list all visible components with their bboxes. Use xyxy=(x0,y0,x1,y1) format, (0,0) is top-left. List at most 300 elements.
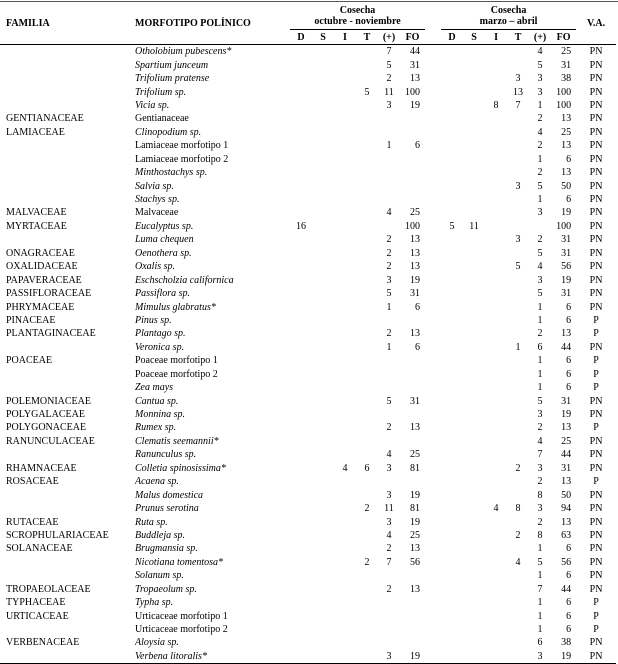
cosecha2-value-cell xyxy=(463,609,485,622)
cosecha1-value-cell xyxy=(334,529,356,542)
cosecha2-value-cell: 5 xyxy=(537,288,543,300)
cosecha2-value-cell xyxy=(441,394,463,407)
cosecha2-value-cell xyxy=(485,623,507,636)
table-row xyxy=(0,609,616,622)
table-row xyxy=(0,220,616,233)
cosecha2-value-cell xyxy=(463,596,485,609)
cosecha1-value-cell xyxy=(312,650,334,664)
cosecha1-value-cell xyxy=(312,421,334,434)
va-cell: PN xyxy=(589,637,603,649)
table-row xyxy=(0,435,616,448)
cosecha2-value-cell xyxy=(441,529,463,542)
cosecha2-value-cell: 1 xyxy=(537,314,543,326)
cosecha2-value-cell xyxy=(485,636,507,649)
spacer-cell xyxy=(425,408,441,421)
cosecha2-value-cell: 19 xyxy=(561,409,572,421)
cosecha1-value-cell: 19 xyxy=(410,489,421,501)
cosecha1-value-cell xyxy=(378,193,400,206)
spacer-cell xyxy=(425,623,441,636)
cosecha2-value-cell xyxy=(485,435,507,448)
cosecha1-value-cell xyxy=(290,636,312,649)
cosecha1-value-cell: 2 xyxy=(386,328,392,340)
morfotipo-cell: Urticaceae morfotipo 1 xyxy=(135,610,228,622)
cosecha1-value-cell: 2 xyxy=(386,422,392,434)
cosecha1-value-cell xyxy=(312,368,334,381)
cosecha2-value-cell xyxy=(485,300,507,313)
spacer-cell xyxy=(425,45,441,59)
cosecha2-value-cell: 6 xyxy=(566,355,572,367)
cosecha1-value-cell xyxy=(312,287,334,300)
cosecha2-value-cell xyxy=(507,583,529,596)
morfotipo-cell: Eschscholzia californica xyxy=(135,274,234,286)
cosecha2-value-cell: 3 xyxy=(537,409,543,421)
cosecha2-value-cell: 44 xyxy=(561,583,572,595)
cosecha2-value-cell: 31 xyxy=(561,59,572,71)
cosecha2-value-cell: 1 xyxy=(537,543,543,555)
cosecha2-value-cell xyxy=(441,314,463,327)
morfotipo-cell: Malvaceae xyxy=(135,207,179,219)
cosecha1-value-cell: 5 xyxy=(386,395,392,407)
cosecha1-value-cell xyxy=(334,354,356,367)
va-cell: PN xyxy=(589,435,603,447)
va-cell: PN xyxy=(589,167,603,179)
cosecha2-value-cell: 38 xyxy=(561,73,572,85)
morfotipo-cell: Gentianaceae xyxy=(135,113,189,125)
cosecha1-title: Cosecha xyxy=(339,5,376,16)
morfotipo-cell: Luma chequen xyxy=(135,234,194,246)
cosecha2-value-cell xyxy=(463,179,485,192)
cosecha1-value-cell xyxy=(334,583,356,596)
cosecha2-value-cell: 1 xyxy=(537,597,543,609)
cosecha1-value-cell xyxy=(290,569,312,582)
cosecha1-value-cell xyxy=(312,596,334,609)
sub-header: D xyxy=(290,30,312,45)
cosecha1-value-cell xyxy=(400,368,425,381)
cosecha2-value-cell xyxy=(507,408,529,421)
cosecha2-value-cell xyxy=(485,260,507,273)
spacer-cell xyxy=(425,368,441,381)
cosecha2-value-cell xyxy=(485,273,507,286)
cosecha1-value-cell xyxy=(334,126,356,139)
cosecha1-value-cell xyxy=(312,542,334,555)
cosecha2-value-cell xyxy=(441,596,463,609)
spacer-cell xyxy=(425,609,441,622)
cosecha2-value-cell: 2 xyxy=(537,167,543,179)
cosecha1-value-cell xyxy=(400,354,425,367)
cosecha1-value-cell xyxy=(334,650,356,664)
cosecha2-value-cell xyxy=(463,126,485,139)
cosecha2-value-cell: 2 xyxy=(515,462,521,474)
cosecha1-value-cell xyxy=(334,220,356,233)
cosecha2-value-cell xyxy=(485,462,507,475)
cosecha1-value-cell: 2 xyxy=(386,261,392,273)
cosecha1-value-cell xyxy=(400,166,425,179)
morfotipo-cell: Otholobium pubescens* xyxy=(135,46,232,58)
cosecha1-value-cell xyxy=(334,314,356,327)
familia-cell xyxy=(0,502,135,515)
morfotipo-cell: Colletia spinosissima* xyxy=(135,462,226,474)
cosecha2-value-cell: 6 xyxy=(566,624,572,636)
familia-cell: SCROPHULARIACEAE xyxy=(6,529,109,541)
table-row xyxy=(0,341,616,354)
morfotipo-cell: Pinus sp. xyxy=(135,314,172,326)
cosecha2-value-cell xyxy=(507,542,529,555)
cosecha1-value-cell xyxy=(312,556,334,569)
cosecha2-value-cell xyxy=(463,166,485,179)
cosecha1-value-cell xyxy=(312,260,334,273)
cosecha1-value-cell xyxy=(334,556,356,569)
cosecha2-value-cell: 50 xyxy=(561,489,572,501)
cosecha2-value-cell: 44 xyxy=(561,449,572,461)
familia-cell xyxy=(0,85,135,98)
cosecha2-value-cell: 31 xyxy=(561,462,572,474)
cosecha2-value-cell xyxy=(485,314,507,327)
cosecha1-value-cell xyxy=(290,85,312,98)
spacer-cell xyxy=(425,193,441,206)
cosecha2-value-cell xyxy=(463,314,485,327)
cosecha1-value-cell: 25 xyxy=(410,207,421,219)
cosecha1-value-cell xyxy=(356,368,378,381)
morfotipo-cell: Typha sp. xyxy=(135,597,174,609)
cosecha1-value-cell xyxy=(378,314,400,327)
cosecha2-value-cell: 3 xyxy=(537,462,543,474)
cosecha1-value-cell xyxy=(312,153,334,166)
cosecha1-value-cell xyxy=(378,596,400,609)
spacer-cell xyxy=(425,583,441,596)
spacer-cell xyxy=(425,300,441,313)
va-cell: PN xyxy=(589,543,603,555)
cosecha1-value-cell xyxy=(356,139,378,152)
cosecha1-value-cell xyxy=(334,421,356,434)
cosecha2-value-cell xyxy=(485,488,507,501)
table-row xyxy=(0,287,616,300)
cosecha1-value-cell xyxy=(400,636,425,649)
sub-header: (+) xyxy=(529,30,551,45)
cosecha2-value-cell xyxy=(441,99,463,112)
cosecha2-value-cell xyxy=(463,247,485,260)
morfotipo-cell: Brugmansia sp. xyxy=(135,543,198,555)
cosecha2-value-cell xyxy=(463,368,485,381)
cosecha1-value-cell xyxy=(356,515,378,528)
cosecha2-value-cell xyxy=(507,206,529,219)
spacer-cell xyxy=(425,502,441,515)
cosecha1-value-cell: 2 xyxy=(364,556,370,568)
cosecha1-value-cell: 4 xyxy=(386,449,392,461)
cosecha1-value-cell xyxy=(290,166,312,179)
cosecha2-value-cell xyxy=(441,260,463,273)
cosecha2-value-cell xyxy=(463,327,485,340)
cosecha2-value-cell xyxy=(485,287,507,300)
spacer-cell xyxy=(425,556,441,569)
cosecha1-value-cell xyxy=(356,45,378,59)
cosecha1-value-cell xyxy=(400,126,425,139)
morfotipo-cell: Verbena litoralis* xyxy=(135,650,290,664)
cosecha1-value-cell: 44 xyxy=(410,46,421,58)
cosecha1-value-cell: 19 xyxy=(410,99,421,111)
cosecha1-value-cell: 25 xyxy=(410,449,421,461)
cosecha1-value-cell: 2 xyxy=(364,503,370,515)
cosecha2-value-cell: 13 xyxy=(561,328,572,340)
cosecha1-value-cell xyxy=(400,112,425,125)
cosecha2-value-cell xyxy=(507,488,529,501)
cosecha1-value-cell: 5 xyxy=(364,86,370,98)
cosecha1-value-cell: 13 xyxy=(410,583,421,595)
cosecha2-value-cell xyxy=(441,475,463,488)
spacer-cell xyxy=(425,72,441,85)
cosecha1-value-cell xyxy=(312,354,334,367)
cosecha2-value-cell xyxy=(485,609,507,622)
spacer-cell xyxy=(425,260,441,273)
cosecha1-value-cell xyxy=(334,206,356,219)
cosecha1-value-cell: 31 xyxy=(410,59,421,71)
cosecha2-value-cell: 3 xyxy=(537,503,543,515)
cosecha2-value-cell xyxy=(441,502,463,515)
cosecha2-value-cell: 19 xyxy=(561,274,572,286)
cosecha1-value-cell xyxy=(356,314,378,327)
cosecha2-value-cell xyxy=(507,58,529,71)
cosecha2-value-cell xyxy=(441,193,463,206)
cosecha1-value-cell xyxy=(312,206,334,219)
morfotipo-cell: Clematis seemannii* xyxy=(135,435,219,447)
cosecha1-value-cell xyxy=(378,179,400,192)
cosecha2-value-cell xyxy=(463,58,485,71)
cosecha1-value-cell: 6 xyxy=(415,140,421,152)
cosecha1-value-cell xyxy=(334,233,356,246)
cosecha1-value-cell: 4 xyxy=(386,207,392,219)
va-cell: PN xyxy=(589,140,603,152)
cosecha2-value-cell xyxy=(507,569,529,582)
cosecha1-value-cell xyxy=(312,247,334,260)
cosecha2-value-cell xyxy=(441,556,463,569)
cosecha2-value-cell: 6 xyxy=(566,570,572,582)
cosecha1-value-cell xyxy=(290,368,312,381)
cosecha2-value-cell: 6 xyxy=(566,543,572,555)
va-cell: PN xyxy=(589,409,603,421)
cosecha2-value-cell xyxy=(441,273,463,286)
va-cell: PN xyxy=(589,261,603,273)
cosecha2-value-cell xyxy=(485,153,507,166)
cosecha2-value-cell xyxy=(463,287,485,300)
cosecha1-value-cell xyxy=(334,596,356,609)
cosecha2-value-cell xyxy=(507,394,529,407)
cosecha2-value-cell: 50 xyxy=(561,180,572,192)
cosecha1-value-cell xyxy=(378,112,400,125)
cosecha2-value-cell xyxy=(485,515,507,528)
table-row xyxy=(0,58,616,71)
cosecha2-value-cell xyxy=(507,475,529,488)
familia-cell: PINACEAE xyxy=(6,314,56,326)
cosecha1-value-cell: 1 xyxy=(386,140,392,152)
va-cell: P xyxy=(593,422,599,434)
cosecha2-value-cell: 1 xyxy=(537,99,543,111)
cosecha2-period: marzo – abril xyxy=(479,16,538,27)
cosecha2-value-cell xyxy=(507,609,529,622)
cosecha1-value-cell xyxy=(356,287,378,300)
va-cell: PN xyxy=(589,274,603,286)
va-cell: P xyxy=(593,314,599,326)
cosecha2-value-cell xyxy=(507,314,529,327)
table-row xyxy=(0,139,616,152)
spacer-cell xyxy=(425,515,441,528)
cosecha2-value-cell: 1 xyxy=(537,382,543,394)
cosecha2-value-cell: 100 xyxy=(556,220,572,232)
cosecha2-value-cell xyxy=(485,45,507,59)
cosecha1-value-cell xyxy=(290,112,312,125)
cosecha1-value-cell xyxy=(334,273,356,286)
morfotipo-cell: Acaena sp. xyxy=(135,476,179,488)
cosecha2-value-cell: 8 xyxy=(493,99,499,111)
spacer-cell xyxy=(425,542,441,555)
cosecha1-value-cell xyxy=(312,45,334,59)
morfotipo-cell: Oxalis sp. xyxy=(135,261,175,273)
familia-cell: POLYGONACEAE xyxy=(6,422,87,434)
cosecha2-value-cell xyxy=(463,112,485,125)
cosecha2-value-cell xyxy=(485,394,507,407)
cosecha2-value-cell: 1 xyxy=(537,194,543,206)
cosecha2-value-cell: 3 xyxy=(515,180,521,192)
morfotipo-cell: Oenothera sp. xyxy=(135,247,192,259)
familia-cell xyxy=(0,58,135,71)
cosecha1-value-cell xyxy=(356,341,378,354)
cosecha2-value-cell: 2 xyxy=(537,422,543,434)
cosecha2-value-cell: 4 xyxy=(537,46,543,58)
cosecha1-value-cell xyxy=(290,448,312,461)
cosecha2-value-cell: 4 xyxy=(537,126,543,138)
spacer-cell xyxy=(425,206,441,219)
va-cell: PN xyxy=(576,650,616,664)
va-cell: PN xyxy=(589,59,603,71)
sub-header: T xyxy=(356,30,378,45)
cosecha1-value-cell xyxy=(312,85,334,98)
cosecha2-value-cell: 13 xyxy=(561,516,572,528)
cosecha1-value-cell xyxy=(334,179,356,192)
cosecha2-value-cell xyxy=(507,327,529,340)
cosecha1-value-cell xyxy=(290,179,312,192)
cosecha1-value-cell: 2 xyxy=(386,543,392,555)
cosecha2-value-cell xyxy=(441,569,463,582)
cosecha2-value-cell: 38 xyxy=(561,637,572,649)
cosecha2-value-cell xyxy=(441,45,463,59)
cosecha2-value-cell xyxy=(485,72,507,85)
familia-cell: TYPHACEAE xyxy=(6,597,66,609)
va-cell: PN xyxy=(589,301,603,313)
cosecha2-value-cell: 11 xyxy=(469,220,479,232)
cosecha1-value-cell xyxy=(312,583,334,596)
cosecha2-value-cell xyxy=(485,247,507,260)
cosecha1-value-cell: 13 xyxy=(410,247,421,259)
cosecha1-value-cell xyxy=(334,327,356,340)
cosecha1-value-cell xyxy=(356,58,378,71)
spacer-cell xyxy=(425,139,441,152)
cosecha2-value-cell xyxy=(441,354,463,367)
cosecha1-value-cell xyxy=(356,596,378,609)
cosecha1-value-cell xyxy=(356,542,378,555)
table-row xyxy=(0,542,616,555)
cosecha1-value-cell xyxy=(400,475,425,488)
cosecha2-value-cell xyxy=(485,583,507,596)
cosecha1-value-cell xyxy=(312,166,334,179)
cosecha2-value-cell: 56 xyxy=(561,261,572,273)
cosecha2-value-cell xyxy=(507,636,529,649)
familia-cell xyxy=(0,139,135,152)
cosecha1-value-cell xyxy=(356,529,378,542)
cosecha2-value-cell xyxy=(463,341,485,354)
cosecha2-value-cell xyxy=(441,448,463,461)
cosecha1-value-cell xyxy=(334,85,356,98)
cosecha1-value-cell xyxy=(290,381,312,394)
va-cell: PN xyxy=(589,462,603,474)
cosecha2-value-cell xyxy=(463,502,485,515)
cosecha2-value-cell: 6 xyxy=(537,637,543,649)
header-familia: FAMILIA xyxy=(0,3,135,45)
cosecha1-value-cell xyxy=(378,126,400,139)
cosecha1-value-cell xyxy=(400,623,425,636)
familia-cell: PAPAVERACEAE xyxy=(6,274,82,286)
morfotipo-cell: Plantago sp. xyxy=(135,328,186,340)
cosecha2-value-cell: 1 xyxy=(537,355,543,367)
cosecha1-value-cell: 3 xyxy=(386,462,392,474)
spacer-cell xyxy=(425,435,441,448)
table-row xyxy=(0,85,616,98)
cosecha1-value-cell xyxy=(290,596,312,609)
cosecha2-value-cell: 2 xyxy=(537,140,543,152)
morfotipo-cell: Urticaceae morfotipo 2 xyxy=(135,624,228,636)
cosecha2-value-cell: 3 xyxy=(537,73,543,85)
cosecha1-value-cell xyxy=(312,502,334,515)
cosecha1-value-cell xyxy=(356,273,378,286)
cosecha2-value-cell xyxy=(485,569,507,582)
cosecha2-value-cell xyxy=(463,636,485,649)
sub-header: S xyxy=(312,30,334,45)
familia-cell xyxy=(0,448,135,461)
pollen-table xyxy=(0,3,616,664)
cosecha2-value-cell: 44 xyxy=(561,341,572,353)
cosecha1-value-cell xyxy=(356,569,378,582)
va-cell: PN xyxy=(589,503,603,515)
cosecha1-value-cell xyxy=(356,650,378,664)
cosecha1-value-cell xyxy=(356,583,378,596)
cosecha1-value-cell: 16 xyxy=(296,220,306,232)
cosecha2-value-cell xyxy=(507,596,529,609)
cosecha2-value-cell: 1 xyxy=(537,368,543,380)
cosecha2-value-cell xyxy=(529,220,551,233)
va-cell: PN xyxy=(589,126,603,138)
table-row xyxy=(0,636,616,649)
morfotipo-cell: Salvia sp. xyxy=(135,180,174,192)
cosecha1-value-cell xyxy=(312,327,334,340)
spacer-cell xyxy=(425,596,441,609)
cosecha2-value-cell: 13 xyxy=(561,167,572,179)
va-cell: PN xyxy=(589,180,603,192)
cosecha1-value-cell xyxy=(400,179,425,192)
cosecha2-value-cell xyxy=(485,341,507,354)
cosecha2-value-cell: 31 xyxy=(561,288,572,300)
cosecha1-value-cell xyxy=(290,650,312,664)
cosecha1-value-cell xyxy=(334,569,356,582)
cosecha2-value-cell xyxy=(441,488,463,501)
cosecha2-value-cell xyxy=(441,153,463,166)
va-cell: PN xyxy=(589,341,603,353)
cosecha2-value-cell xyxy=(507,300,529,313)
cosecha1-value-cell xyxy=(378,623,400,636)
cosecha1-value-cell: 19 xyxy=(400,650,425,664)
cosecha1-value-cell xyxy=(290,314,312,327)
cosecha2-value-cell xyxy=(507,112,529,125)
cosecha1-value-cell xyxy=(312,273,334,286)
cosecha2-value-cell: 6 xyxy=(566,610,572,622)
cosecha1-value-cell xyxy=(334,112,356,125)
morfotipo-cell: Rumex sp. xyxy=(135,422,177,434)
